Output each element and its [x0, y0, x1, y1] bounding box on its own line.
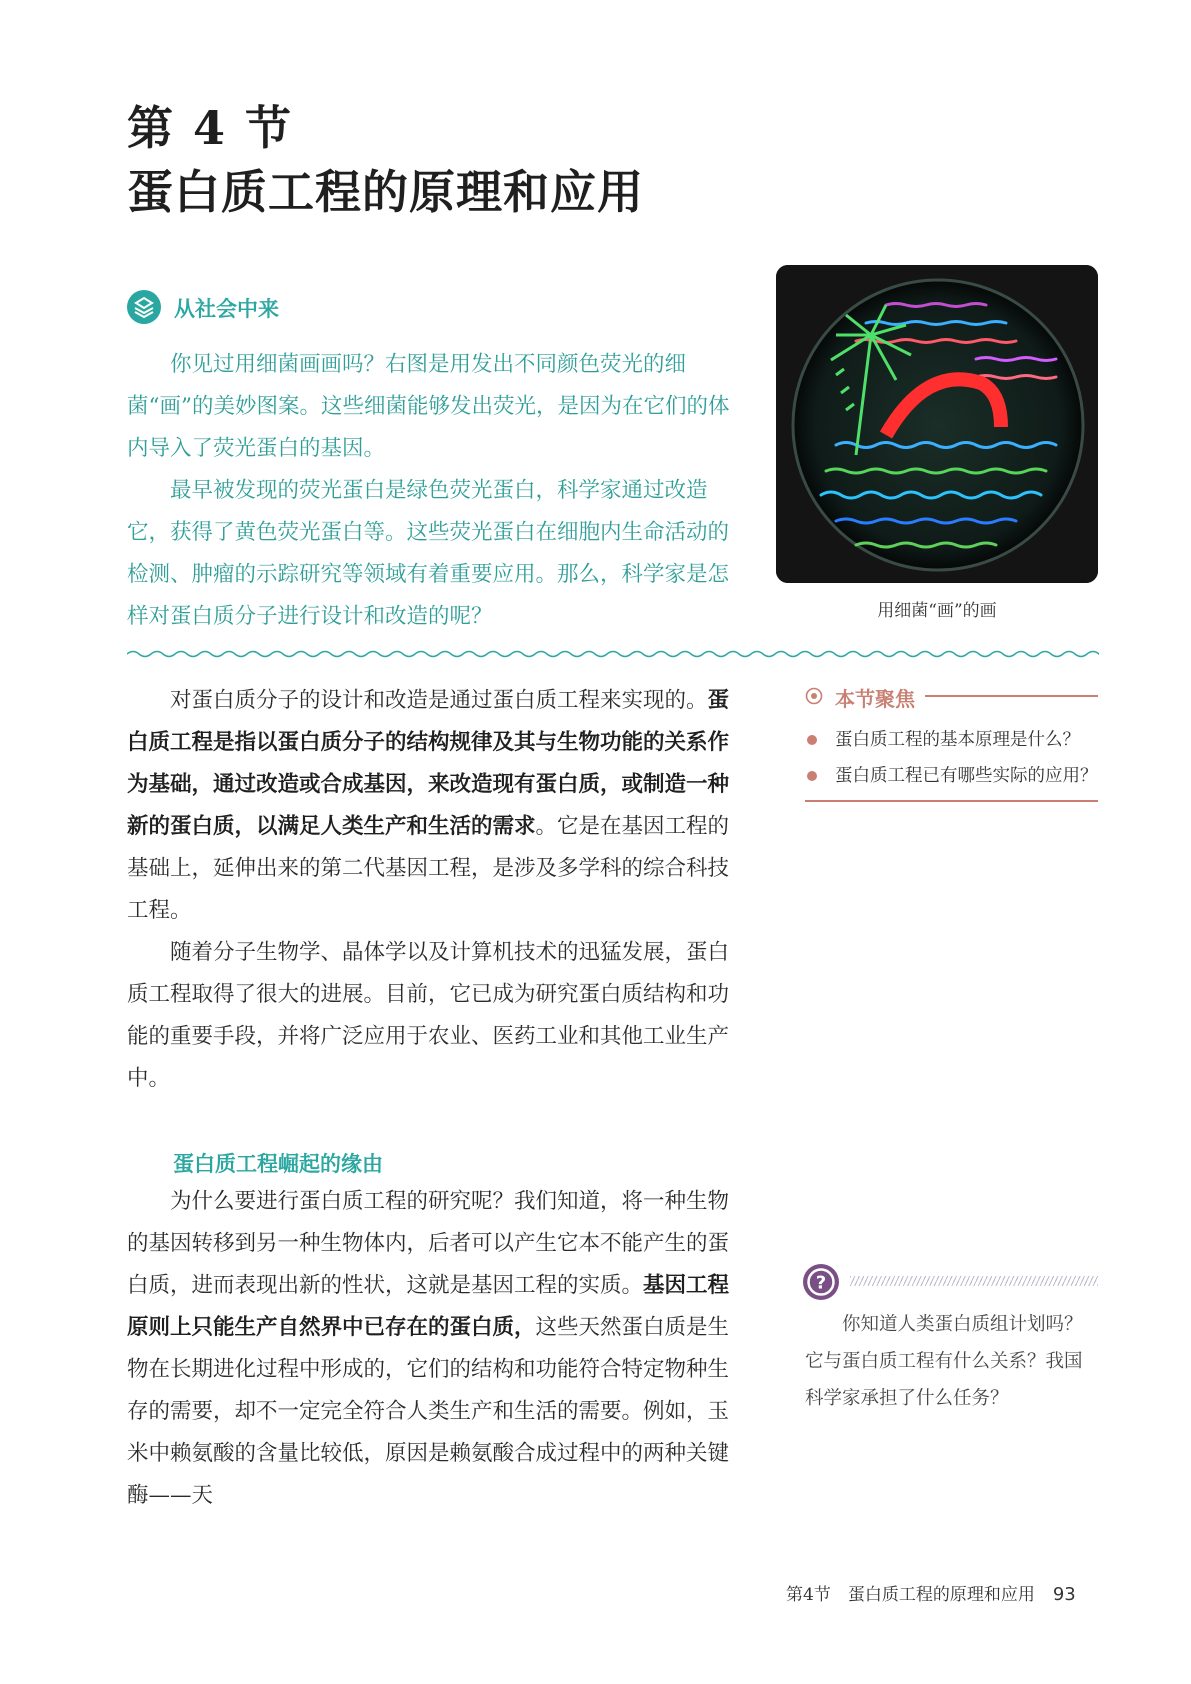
from-society-icon [127, 290, 161, 324]
main-text-span: 。它是在基因工程的基础上，延伸出来的第二代基因工程，是涉及多学科的综合科技工程。 [127, 814, 730, 923]
from-society-heading: 从社会中来 [174, 297, 279, 321]
focus-item-text: 蛋白质工程的基本原理是什么？ [835, 730, 1080, 750]
svg-text:?: ? [815, 1272, 827, 1294]
focus-item [805, 722, 1105, 758]
focus-divider [925, 695, 1098, 697]
intro-text [127, 344, 743, 638]
intro-paragraph: 最早被发现的荧光蛋白是绿色荧光蛋白，科学家通过改造它，获得了黄色荧光蛋白等。这些荧光蛋白在细胞内生命活动的检测、肿瘤的示踪研究等领域有着重要应用。那么，科学家是怎样对蛋白质分子进行设计和改造的呢？ [127, 478, 730, 629]
bullet-icon [807, 735, 817, 745]
target-icon [805, 687, 823, 705]
subsection-heading: 蛋白质工程崛起的缘由 [173, 1152, 383, 1176]
intro-paragraph: 你见过用细菌画画吗？右图是用发出不同颜色荧光的细菌“画”的美妙图案。这些细菌能够发出荧光，是因为在它们的体内导入了荧光蛋白的基因。 [127, 352, 730, 461]
question-text [805, 1306, 1100, 1417]
bold-text: 基因工程原则上只能生产自然界中已存在的蛋白质， [127, 1273, 730, 1340]
bullet-icon [807, 771, 817, 781]
wavy-divider [127, 648, 1099, 660]
focus-item [805, 758, 1105, 794]
hatch-divider [850, 1276, 1098, 1286]
main-paragraph: 随着分子生物学、晶体学以及计算机技术的迅猛发展，蛋白质工程取得了很大的进展。目前，它已成为研究蛋白质结构和功能的重要手段，并将广泛应用于农业、医药工业和其他工业生产中。 [127, 940, 730, 1091]
focus-list [805, 722, 1105, 794]
main-paragraph [127, 680, 743, 932]
main-text-span: 这些天然蛋白质是生物在长期进化过程中形成的，它们的结构和功能符合特定物种生存的需要，却不一定完全符合人类生产和生活的需要。例如，玉米中赖氨酸的含量比较低，原因是赖氨酸合成过程中的两种关键酶——天 [127, 1315, 730, 1508]
subsection-paragraph [127, 1181, 743, 1517]
section-title: 蛋白质工程的原理和应用 [127, 165, 644, 219]
definition-bold-text: 蛋白质工程是指以蛋白质分子的结构规律及其与生物功能的关系作为基础，通过改造或合成基因，来改造现有蛋白质，或制造一种新的蛋白质，以满足人类生产和生活的需求 [127, 688, 730, 839]
main-text [127, 680, 743, 1100]
focus-heading: 本节聚焦 [835, 687, 915, 711]
main-text-span: 对蛋白质分子的设计和改造是通过蛋白质工程来实现的。 [170, 688, 708, 713]
question-paragraph: 你知道人类蛋白质组计划吗？它与蛋白质工程有什么关系？我国科学家承担了什么任务？ [805, 1314, 1083, 1409]
page-number: 93 [1052, 1584, 1076, 1605]
subsection-text [127, 1181, 743, 1517]
focus-divider [805, 800, 1098, 802]
bacteria-painting-image [776, 265, 1098, 583]
image-caption: 用细菌“画”的画 [877, 601, 997, 621]
footer-section-title: 第4节 蛋白质工程的原理和应用 [786, 1585, 1035, 1605]
question-icon [802, 1263, 840, 1301]
section-number: 第 4 节 [127, 101, 294, 155]
page-footer [786, 1580, 1076, 1605]
main-text-span: 为什么要进行蛋白质工程的研究呢？我们知道，将一种生物的基因转移到另一种生物体内，后者可以产生它本不能产生的蛋白质，进而表现出新的性状，这就是基因工程的实质。 [127, 1189, 730, 1298]
focus-item-text: 蛋白质工程已有哪些实际的应用？ [835, 766, 1098, 786]
